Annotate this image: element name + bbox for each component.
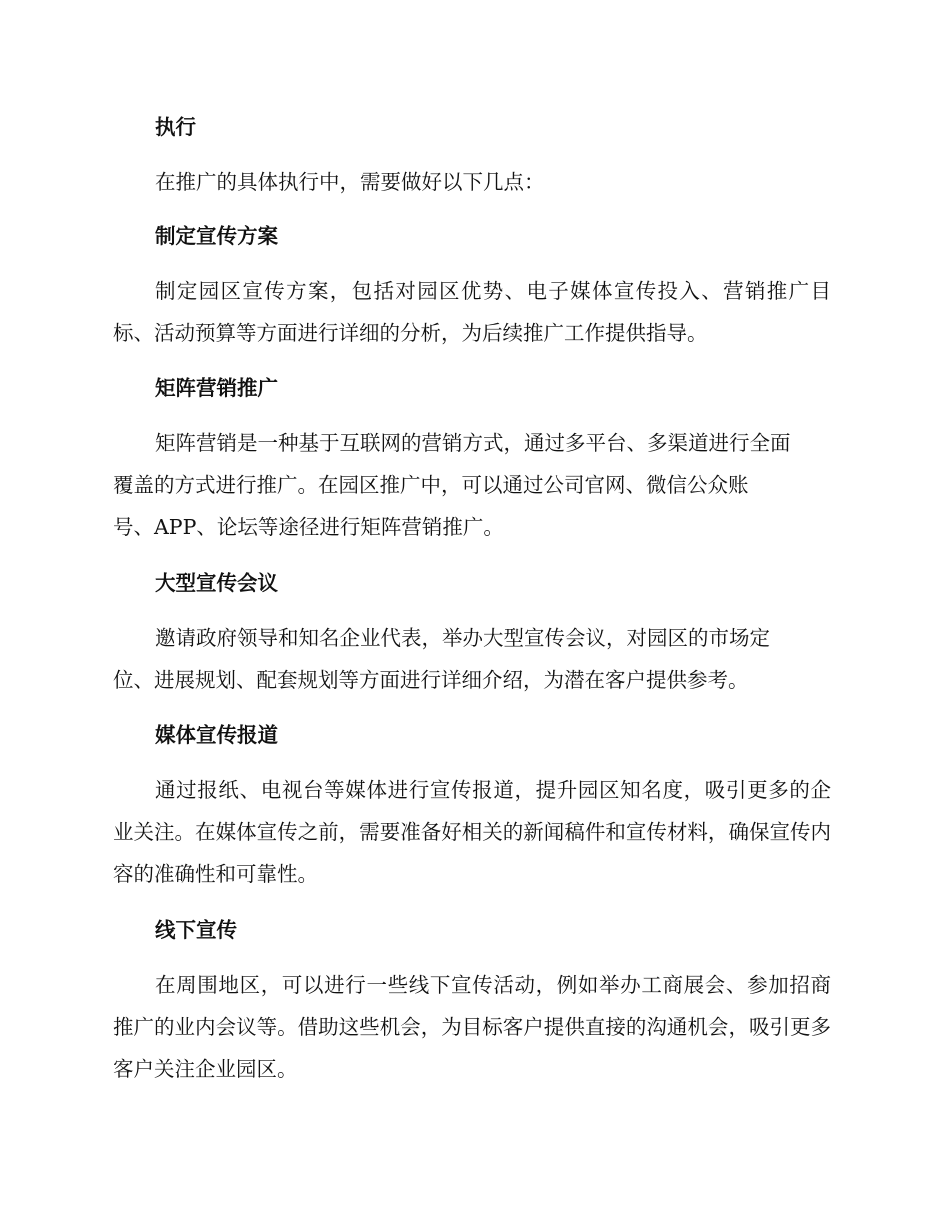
section-body-offline: 在周围地区，可以进行一些线下宣传活动，例如举办工商展会、参加招商推广的业内会议等。借助这些机会，为目标客户提供直接的沟通机会，吸引更多客户关注企业园区。 (113, 973, 831, 1081)
section-heading-matrix-marketing: 矩阵营销推广 (155, 376, 278, 400)
body-line: 号、APP、论坛等途径进行矩阵营销推广。 (113, 515, 504, 539)
section-body-media: 通过报纸、电视台等媒体进行宣传报道，提升园区知名度，吸引更多的企业关注。在媒体宣传之前，需要准备好相关的新闻稿件和宣传材料，确保宣传内容的准确性和可靠性。 (113, 778, 831, 886)
section-heading-offline: 线下宣传 (155, 918, 237, 942)
body-line: 邀请政府领导和知名企业代表，举办大型宣传会议，对园区的市场定 (155, 626, 770, 650)
section-body-publicity-plan: 制定园区宣传方案，包括对园区优势、电子媒体宣传投入、营销推广目标、活动预算等方面进行详细的分析，为后续推广工作提供指导。 (113, 279, 831, 345)
body-line: 位、进展规划、配套规划等方面进行详细介绍，为潜在客户提供参考。 (113, 668, 749, 692)
section-heading-media: 媒体宣传报道 (155, 723, 278, 747)
section-body-matrix-marketing (113, 422, 831, 548)
section-heading-publicity-plan: 制定宣传方案 (155, 224, 278, 248)
section-body-conference (113, 617, 831, 701)
section-body-execution: 在推广的具体执行中，需要做好以下几点： (155, 170, 545, 194)
body-line: 矩阵营销是一种基于互联网的营销方式，通过多平台、多渠道进行全面 (155, 431, 791, 455)
section-heading-execution: 执行 (155, 115, 196, 139)
section-heading-conference: 大型宣传会议 (155, 571, 278, 595)
body-line: 覆盖的方式进行推广。在园区推广中，可以通过公司官网、微信公众账 (113, 473, 749, 497)
